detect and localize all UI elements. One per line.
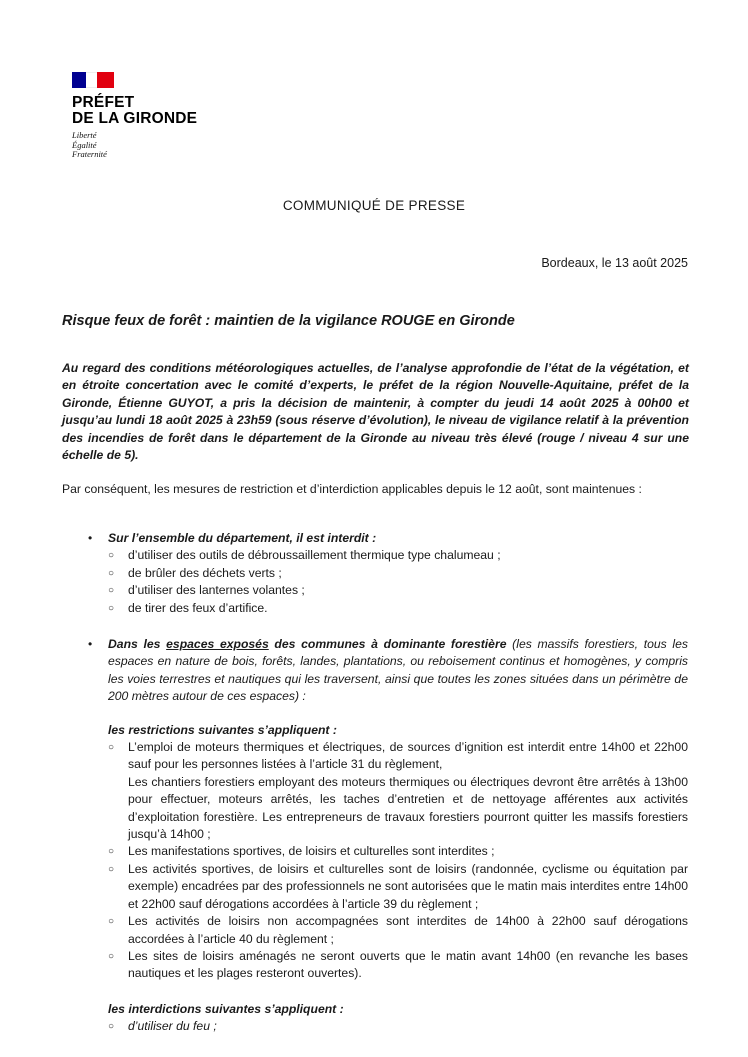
motto-liberte: Liberté — [72, 130, 97, 140]
circle-bullet-icon: ○ — [108, 585, 115, 597]
circle-bullet-icon: ○ — [108, 567, 115, 579]
list-item: ○ Les sites de loisirs aménagés ne seront ouverts que le matin avant 14h00 (en revanche les bases nautiques et les plages resteront ouvertes). — [108, 948, 688, 981]
press-headline: Risque feux de forêt : maintien de la vigilance ROUGE en Gironde — [62, 313, 515, 329]
list-item: ○ Les activités de loisirs non accompagnées sont interdites de 14h00 à 22h00 sauf dérogations accordées à l’article 40 du règlement ; — [108, 914, 688, 946]
motto-fraternite: Fraternité — [72, 149, 107, 159]
list-item: ○ de tirer des feux d’artifice. — [88, 600, 688, 617]
consequence-paragraph: Par conséquent, les mesures de restriction et d’interdiction applicables depuis le 12 août, sont maintenues : — [62, 482, 642, 496]
circle-bullet-icon: ○ — [108, 602, 115, 614]
section-espaces-exposes — [88, 636, 688, 1036]
dateline: Bordeaux, le 13 août 2025 — [541, 256, 688, 270]
circle-bullet-icon: ○ — [108, 1021, 115, 1033]
section-departement-list — [88, 547, 688, 617]
intro-paragraph: Au regard des conditions météorologiques actuelles, de l’analyse approfondie de l’état de la végétation, et en étroite concertation avec le comité d’experts, le préfet de la région Nouvelle-Aquitaine, préfet de la Gironde, Étienne GUYOT, a pris la décision de maintenir, à compter du jeudi 14 août 2025 à 00h00 et jusqu’au lundi 18 août 2025 à 23h59 (sous réserve d’évolution), le niveau de vigilance relatif à la prévention des incendies de forêt dans le département de la Gironde au niveau très élevé (rouge / niveau 4 sur une échelle de 5). — [62, 361, 689, 463]
restrictions-heading: les restrictions suivantes s’appliquent : — [108, 722, 337, 737]
prefecture-logo — [72, 72, 212, 160]
espaces-exposes-underlined: espaces exposés — [166, 637, 269, 651]
section-departement-heading: Sur l’ensemble du département, il est interdit : — [108, 531, 377, 545]
bullet-icon: • — [88, 637, 93, 651]
list-item: ○ Les manifestations sportives, de loisirs et culturelles sont interdites ; — [88, 843, 688, 860]
section-departement — [88, 530, 688, 617]
prefecture-name-line1: PRÉFET — [72, 94, 135, 111]
circle-bullet-icon: ○ — [108, 550, 115, 562]
document-type-title: COMMUNIQUÉ DE PRESSE — [282, 198, 466, 213]
marianne-flag-icon — [72, 72, 114, 88]
list-item: ○ d’utiliser des lanternes volantes ; — [88, 582, 688, 599]
circle-bullet-icon: ○ — [108, 863, 115, 875]
list-item: ○ d’utiliser des outils de débroussaillement thermique type chalumeau ; — [88, 547, 688, 564]
prefecture-name-line2: DE LA GIRONDE — [72, 110, 198, 127]
restrictions-list — [88, 739, 688, 983]
list-item: ○ d’utiliser du feu ; — [88, 1018, 688, 1035]
prohibitions-heading: les interdictions suivantes s’appliquent : — [108, 1001, 344, 1016]
section-espaces-heading: Dans les espaces exposés des communes à dominante forestière (les massifs forestiers, tous les espaces en nature de bois, forêts, landes, plantations, ou reboisement continus et homogènes, y compris les voies terrestres et nautiques qui les traversent, ainsi que toutes les zones situées dans un périmètre de 200 mètres autour de ces espaces) : — [108, 637, 689, 704]
circle-bullet-icon: ○ — [108, 916, 115, 928]
circle-bullet-icon: ○ — [108, 742, 115, 754]
bullet-icon: • — [88, 531, 93, 545]
list-item: ○ L’emploi de moteurs thermiques et électriques, de sources d’ignition est interdit entre 14h00 et 22h00 sauf pour les personnes listées à l’article 31 du règlement, Les chantiers forestiers employant des moteurs thermiques ou électriques devront être arrêtés à 13h00 pour effectuer, moteurs arrêtés, les taches d’entretien et de nettoyage afférentes aux activités d’exploitation forestière. Les entrepreneurs de travaux forestiers pourront quitter les massifs forestiers jusqu’à 14h00 ; — [108, 740, 688, 842]
circle-bullet-icon: ○ — [108, 950, 115, 962]
list-item: ○ Les activités sportives, de loisirs et culturelles sont de loisirs (randonnée, cyclisme ou équitation par exemple) encadrées par des professionnels ne sont autorisées que le matin mais interdites entre 14h00 et 22h00 sauf dérogations accordées à l’article 39 du règlement ; — [108, 861, 688, 911]
republic-motto — [72, 131, 212, 160]
motto-egalite: Égalité — [72, 139, 97, 150]
circle-bullet-icon: ○ — [108, 846, 115, 858]
prohibitions-list — [88, 1018, 688, 1035]
list-item: ○ de brûler des déchets verts ; — [88, 565, 688, 582]
